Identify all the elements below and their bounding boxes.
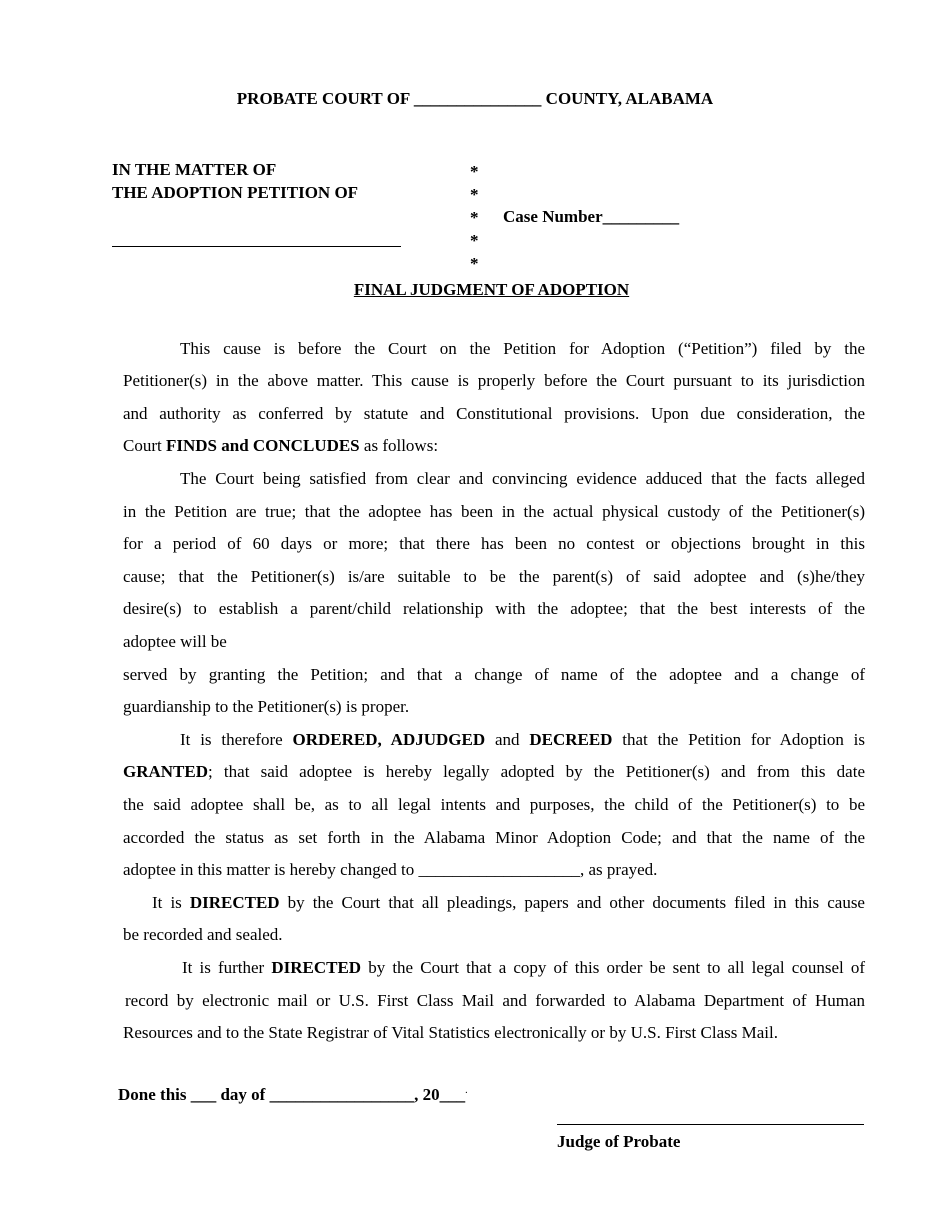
paragraph-2-line: The Court being satisfied from clear and convincing evidence adduced that the facts alleged [180, 469, 865, 488]
caption-asterisk: * [470, 254, 479, 273]
done-this-date-line: Done this ___ day of _________________, 20___. [118, 1085, 468, 1104]
paragraph-5-line: record by electronic mail or U.S. First Class Mail and forwarded to Alabama Department of Human [125, 991, 865, 1010]
case-number-label: Case Number_________ [503, 207, 680, 226]
paragraph-3-line: accorded the status as set forth in the Alabama Minor Adoption Code; and that the name of the [123, 828, 865, 847]
paragraph-4-line: be recorded and sealed. [123, 925, 283, 944]
paragraph-3-line: It is therefore ORDERED, ADJUDGED and DECREED that the Petition for Adoption is [180, 730, 865, 749]
caption-line-1: IN THE MATTER OF [112, 160, 277, 179]
petitioner-name-blank [112, 246, 401, 247]
caption-asterisk: * [470, 231, 479, 250]
paragraph-2-line: guardianship to the Petitioner(s) is proper. [123, 697, 410, 716]
caption-line-2: THE ADOPTION PETITION OF [112, 183, 359, 202]
paragraph-2-line: desire(s) to establish a parent/child relationship with the adoptee; that the best interests of the [123, 599, 865, 618]
paragraph-3-line: the said adoptee shall be, as to all legal intents and purposes, the child of the Petitioner(s) to be [123, 795, 865, 814]
caption-asterisk: * [470, 208, 479, 227]
court-title: PROBATE COURT OF _______________ COUNTY, ALABAMA [236, 89, 714, 108]
paragraph-2-line: cause; that the Petitioner(s) is/are suitable to be the parent(s) of said adoptee and (s)he/they [123, 567, 865, 586]
paragraph-4-line: It is DIRECTED by the Court that all pleadings, papers and other documents filed in this cause [152, 893, 865, 912]
paragraph-1-last-line: Court FINDS and CONCLUDES as follows: [123, 436, 439, 455]
paragraph-5-line: It is further DIRECTED by the Court that a copy of this order be sent to all legal counsel of [182, 958, 865, 977]
caption-asterisk: * [470, 162, 479, 181]
paragraph-2-line: in the Petition are true; that the adoptee has been in the actual physical custody of the Petitioner(s) [123, 502, 865, 521]
judge-of-probate-label: Judge of Probate [557, 1132, 681, 1151]
paragraph-1-line: This cause is before the Court on the Petition for Adoption (“Petition”) filed by the [180, 339, 865, 358]
paragraph-1-line: and authority as conferred by statute and Constitutional provisions. Upon due consideration, the [123, 404, 865, 423]
judgment-title: FINAL JUDGMENT OF ADOPTION [353, 280, 630, 299]
paragraph-3-line: GRANTED; that said adoptee is hereby legally adopted by the Petitioner(s) and from this date [123, 762, 865, 781]
judge-signature-line [557, 1124, 864, 1125]
paragraph-2-line: adoptee will be [123, 632, 227, 651]
paragraph-5-line: Resources and to the State Registrar of Vital Statistics electronically or by U.S. First Class Mail. [123, 1023, 778, 1042]
paragraph-2-line: served by granting the Petition; and that a change of name of the adoptee and a change of [123, 665, 865, 684]
caption-asterisk: * [470, 185, 479, 204]
paragraph-1-line: Petitioner(s) in the above matter. This cause is properly before the Court pursuant to its jurisdiction [123, 371, 865, 390]
paragraph-2-line: for a period of 60 days or more; that there has been no contest or objections brought in this [123, 534, 865, 553]
paragraph-3-line: adoptee in this matter is hereby changed to ___________________, as prayed. [123, 860, 658, 879]
